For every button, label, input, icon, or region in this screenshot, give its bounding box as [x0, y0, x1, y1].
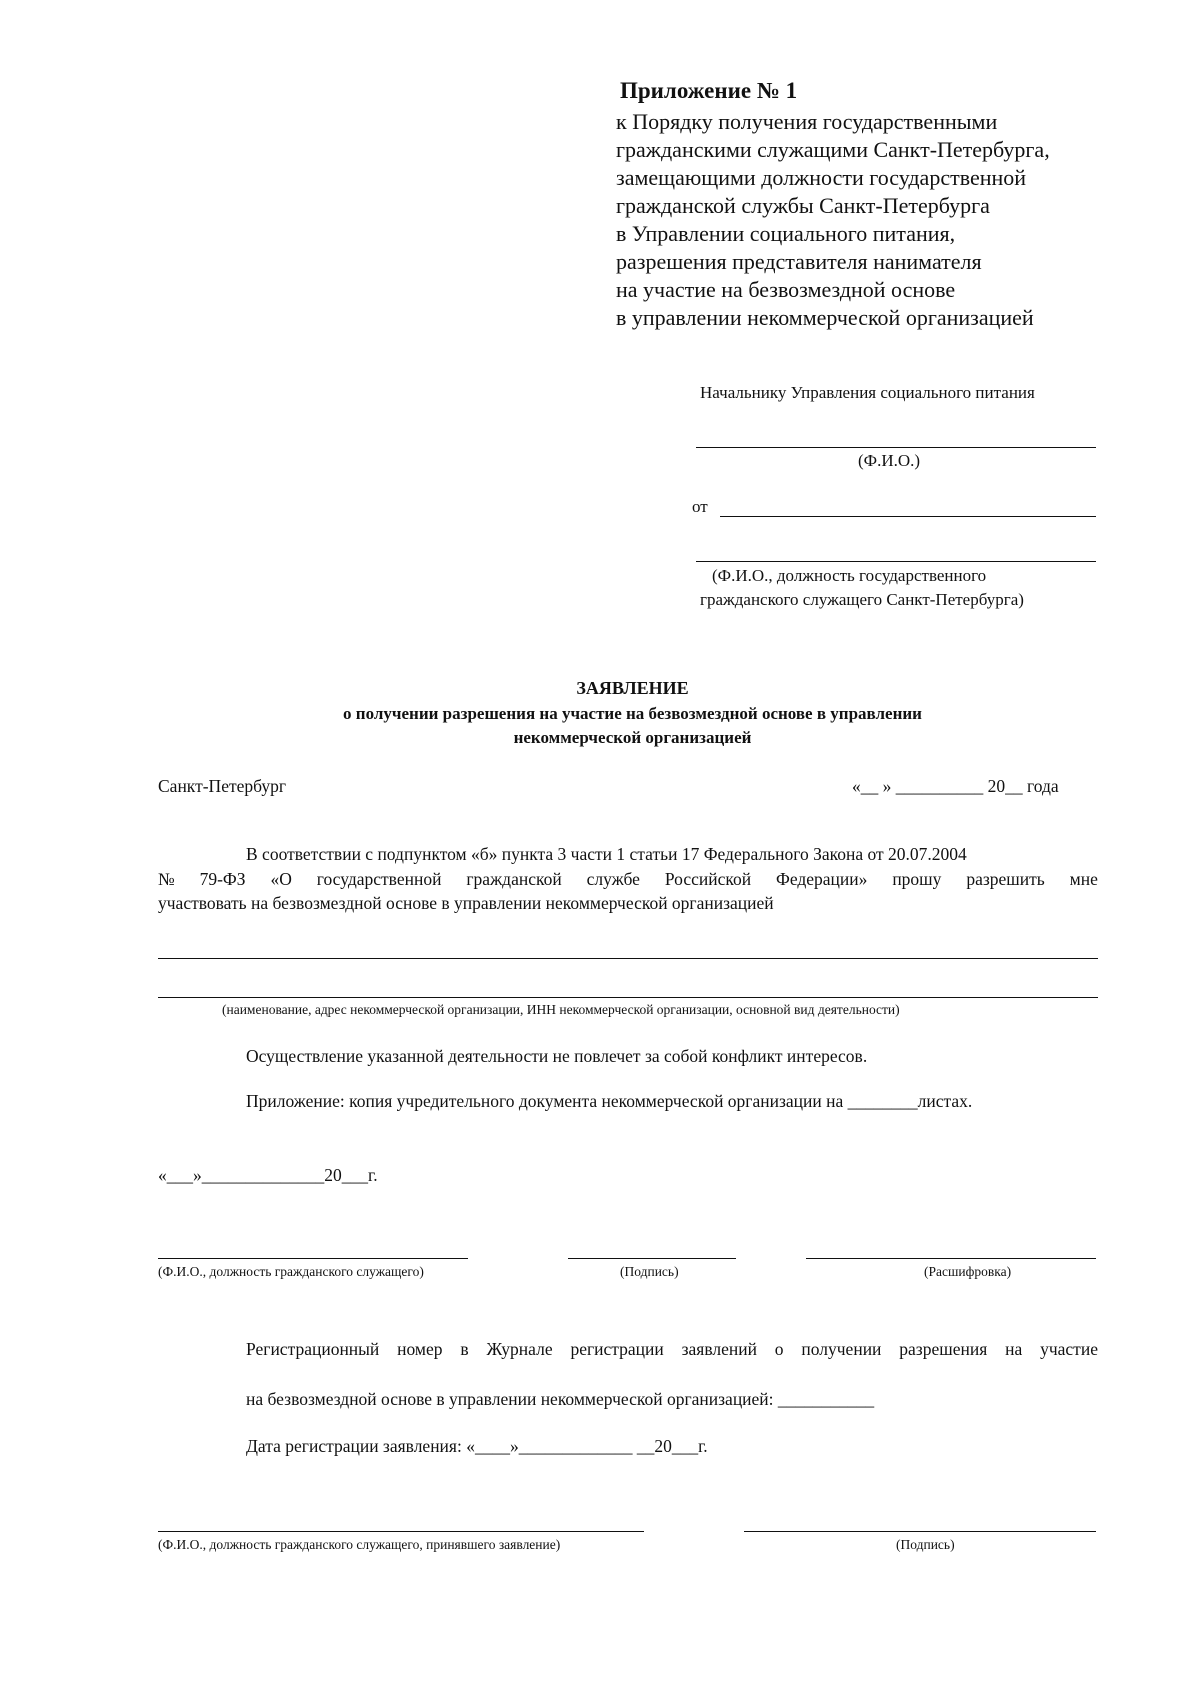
word: получении [801, 1339, 882, 1359]
appendix-line: на участие на безвозмездной основе [616, 277, 956, 302]
word: о [774, 1339, 784, 1359]
sign-caption: (Подпись) [620, 1264, 679, 1279]
receiver-sign-line [744, 1531, 1096, 1532]
word: Федерации» [776, 869, 868, 889]
registration-line [246, 1339, 1098, 1360]
document-subtitle: некоммерческой организацией [513, 728, 752, 747]
receiver-caption: (Ф.И.О., должность гражданского служащего, принявшего заявление) [158, 1537, 561, 1552]
document-title: ЗАЯВЛЕНИЕ [576, 678, 689, 698]
org-caption: (наименование, адрес некоммерческой организации, ИНН некоммерческой организации, основной вид деятельности) [222, 1002, 900, 1017]
appendix-title: Приложение № 1 [620, 78, 798, 103]
from-label: от [692, 497, 708, 516]
word: 79-ФЗ [199, 869, 246, 889]
receiver-line [158, 1531, 644, 1532]
sender-line-2 [696, 561, 1096, 562]
application-date: «___»______________20___г. [158, 1165, 378, 1185]
appendix-line: замещающими должности государственной [616, 165, 1027, 190]
addressee-to: Начальнику Управления социального питания [700, 383, 1035, 402]
word: прошу [892, 869, 942, 889]
word: в [460, 1339, 469, 1359]
word: Российской [664, 869, 752, 889]
word: разрешить [966, 869, 1045, 889]
word: Журнале [486, 1339, 553, 1359]
word: № [158, 869, 175, 889]
appendix-line: к Порядку получения государственными [616, 109, 998, 134]
word: заявлений [681, 1339, 757, 1359]
org-line-2 [158, 997, 1098, 998]
fio-caption: (Ф.И.О., должность гражданского служащего) [158, 1264, 424, 1279]
city: Санкт-Петербург [158, 776, 287, 796]
sender-caption: гражданского служащего Санкт-Петербурга) [700, 590, 1024, 609]
paragraph-line: участвовать на безвозмездной основе в управлении некоммерческой организацией [158, 893, 774, 913]
statement-date: «__ » __________ 20__ года [852, 776, 1059, 796]
decode-line [806, 1258, 1096, 1259]
addressee-fio-line [696, 447, 1096, 448]
appendix-line: разрешения представителя нанимателя [616, 249, 982, 274]
document-subtitle: о получении разрешения на участие на безвозмездной основе в управлении [343, 704, 922, 723]
registration-date: Дата регистрации заявления: «____»_____________ __20___г. [246, 1436, 708, 1456]
word: регистрации [570, 1339, 664, 1359]
word: на [1005, 1339, 1023, 1359]
word: службе [586, 869, 640, 889]
registration-line: на безвозмездной основе в управлении некоммерческой организацией: ___________ [246, 1389, 875, 1409]
decode-caption: (Расшифровка) [924, 1264, 1012, 1279]
fio-signature-line [158, 1258, 468, 1259]
word: Регистрационный [246, 1339, 380, 1359]
appendix-line: гражданской службы Санкт-Петербурга [616, 193, 990, 218]
signature-line [568, 1258, 736, 1259]
sender-caption: (Ф.И.О., должность государственного [712, 566, 987, 585]
receiver-sign-caption: (Подпись) [896, 1537, 955, 1552]
attachment-statement: Приложение: копия учредительного документа некоммерческой организации на ________листах. [246, 1091, 973, 1111]
no-conflict-statement: Осуществление указанной деятельности не повлечет за собой конфликт интересов. [246, 1046, 868, 1066]
word: «О [270, 869, 292, 889]
appendix-line: в управлении некоммерческой организацией [616, 305, 1034, 330]
word: мне [1069, 869, 1098, 889]
org-line-1 [158, 958, 1098, 959]
word: государственной [316, 869, 442, 889]
paragraph-line [158, 869, 1098, 890]
word: разрешения [899, 1339, 988, 1359]
word: участие [1040, 1339, 1098, 1359]
word: гражданской [466, 869, 562, 889]
addressee-fio-caption: (Ф.И.О.) [858, 451, 921, 470]
sender-line-1 [720, 516, 1096, 517]
appendix-line: гражданскими служащими Санкт-Петербурга, [616, 137, 1050, 162]
appendix-line: в Управлении социального питания, [616, 221, 956, 246]
paragraph-line: В соответствии с подпунктом «б» пункта 3 части 1 статьи 17 Федерального Закона от 20.07.2004 [246, 844, 967, 864]
word: номер [397, 1339, 443, 1359]
